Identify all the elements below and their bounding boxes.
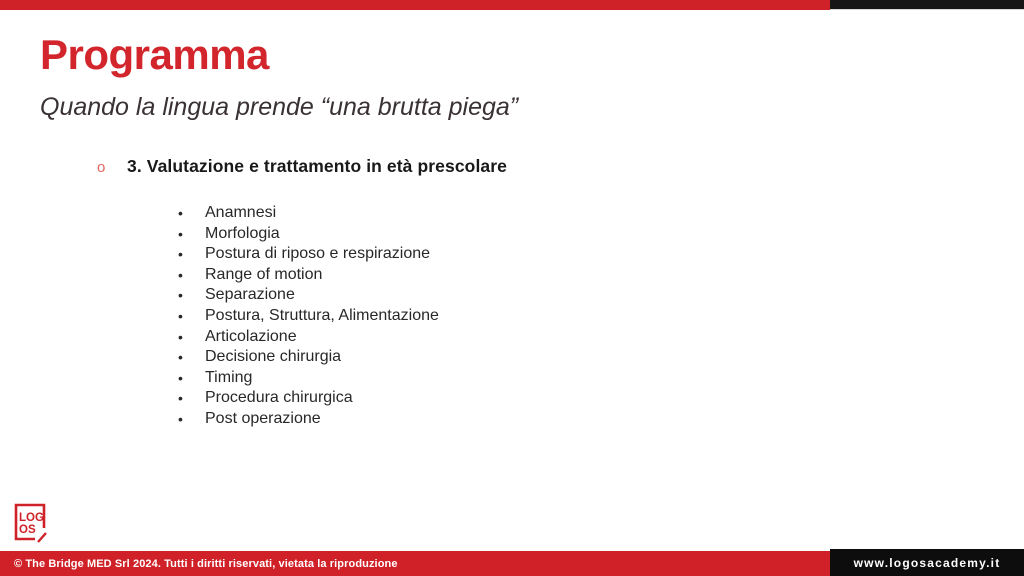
bullet-icon: • (178, 225, 183, 242)
list-item-label: Postura, Struttura, Alimentazione (205, 306, 439, 324)
list-item (178, 368, 439, 389)
bullet-icon: • (178, 328, 183, 345)
list-item (178, 347, 439, 368)
section-bullet-icon: o (97, 159, 106, 176)
bullet-icon: • (178, 390, 183, 407)
footer-website-link: www.logosacademy.it (853, 555, 1001, 570)
bullet-icon: • (178, 205, 183, 221)
footer-copyright: © The Bridge MED Srl 2024. Tutti i diritti riservati, vietata la riproduzione (14, 557, 398, 570)
slide-subtitle: Quando la lingua prende “una brutta piega” (40, 93, 519, 121)
list-item-label: Anamnesi (205, 204, 277, 221)
topic-list (178, 203, 439, 430)
list-item (178, 388, 439, 409)
bullet-icon: • (178, 246, 183, 263)
list-item (178, 327, 439, 348)
top-bar-red (0, 0, 830, 10)
bullet-icon: • (178, 369, 183, 386)
section-heading: 3. Valutazione e trattamento in età prescolare (127, 156, 508, 176)
logo-text-bottom: OS (19, 524, 36, 536)
bullet-icon: • (178, 287, 183, 304)
list-item (178, 285, 439, 306)
list-item-label: Decisione chirurgia (205, 348, 342, 366)
logo-text-top: LOG (19, 512, 44, 524)
bullet-icon: • (178, 266, 183, 283)
list-item (178, 409, 439, 430)
list-item-label: Post operazione (205, 409, 321, 427)
bullet-icon: • (178, 349, 183, 366)
logo-fold-corner (38, 533, 46, 542)
bullet-icon: • (178, 307, 183, 324)
slide-title: Programma (40, 31, 269, 78)
footer-website-box (830, 549, 1024, 576)
top-bar-black (830, 0, 1024, 10)
list-item-label: Procedura chirurgica (205, 389, 353, 407)
bullet-icon: • (178, 410, 183, 427)
section-heading-row (97, 156, 507, 177)
list-item-label: Articolazione (205, 327, 297, 345)
list-item-label: Separazione (205, 286, 295, 304)
list-item (178, 306, 439, 327)
list-item (178, 244, 439, 265)
list-item (178, 224, 439, 245)
list-item (178, 265, 439, 286)
list-item-label: Timing (205, 368, 253, 386)
list-item-label: Morfologia (205, 224, 280, 242)
logos-logo (13, 502, 47, 544)
list-item-label: Postura di riposo e respirazione (205, 245, 431, 263)
list-item (178, 203, 439, 224)
list-item-label: Range of motion (205, 265, 323, 283)
